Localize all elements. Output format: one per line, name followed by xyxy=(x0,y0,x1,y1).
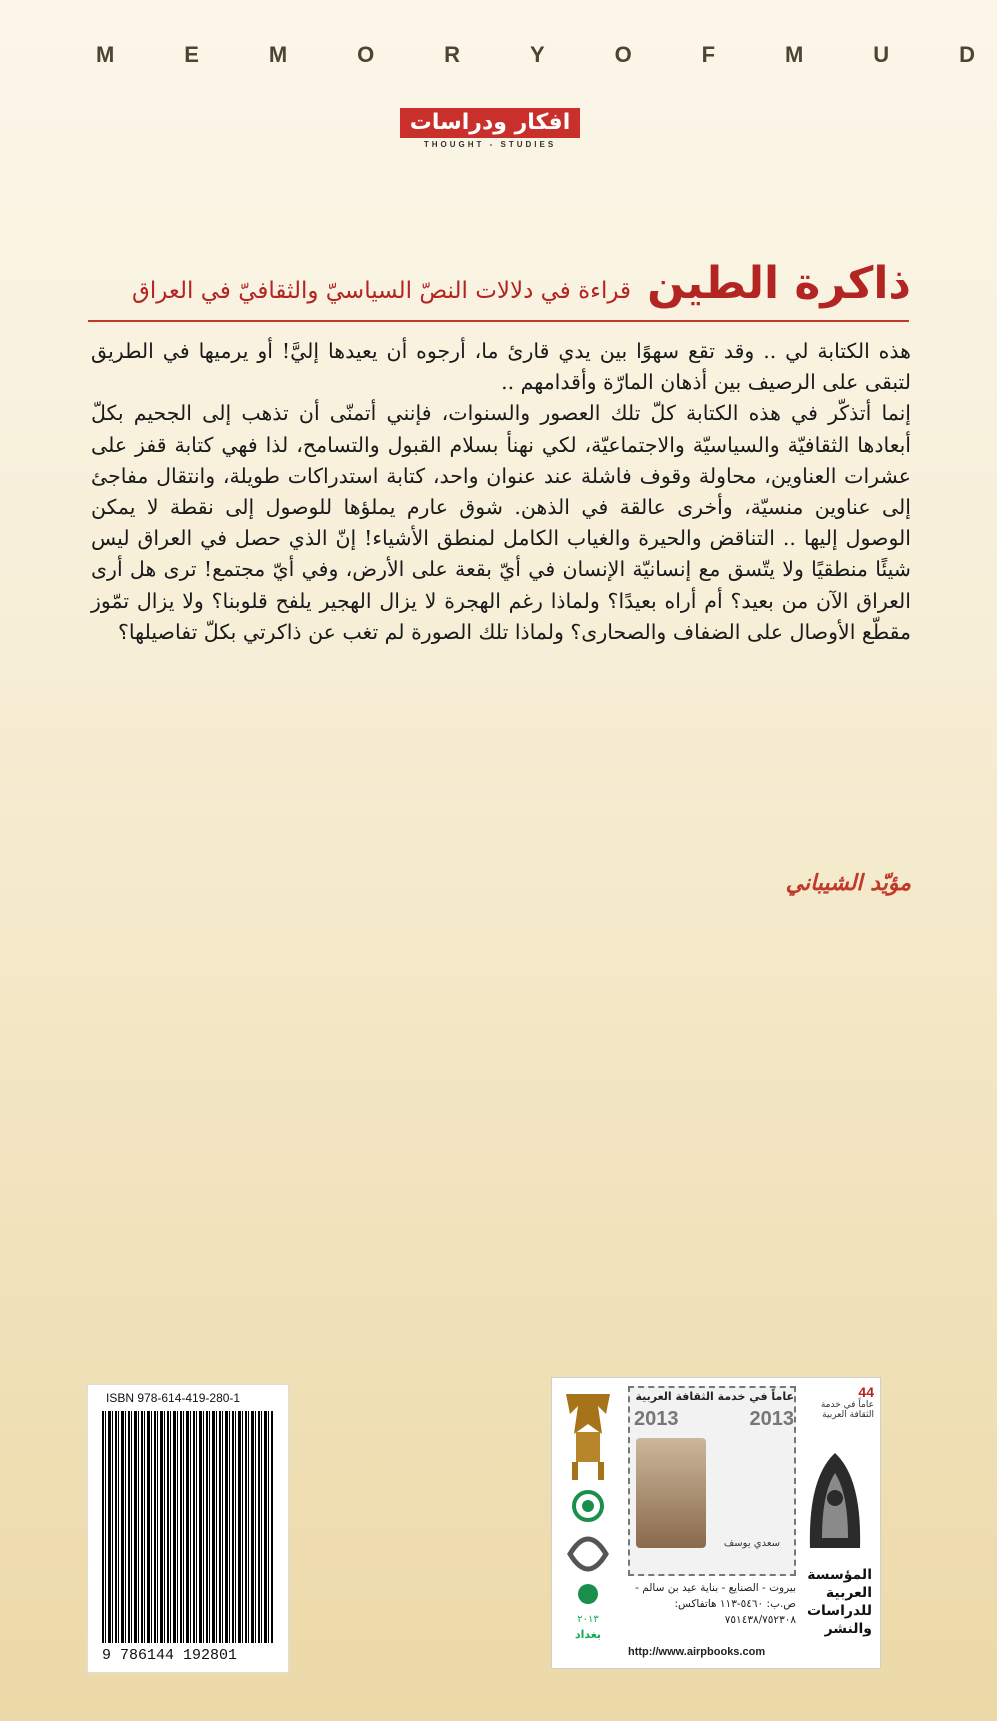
publisher-logo-icon xyxy=(800,1438,870,1558)
series-letter: F xyxy=(701,42,716,67)
barcode-digits: 9 786144 192801 xyxy=(102,1647,238,1664)
series-letter: O xyxy=(357,42,375,67)
stamp-year: 2013 xyxy=(749,1408,794,1430)
baghdad-year: ٢٠١٣ xyxy=(577,1614,599,1625)
publisher-panel xyxy=(551,1377,881,1669)
book-title: ذاكرة الطين xyxy=(647,258,911,309)
series-letter: Y xyxy=(529,42,545,67)
series-logo: افكار ودراسات xyxy=(400,108,580,138)
author-name: مؤيّد الشيباني xyxy=(785,870,911,896)
portrait-image xyxy=(636,1438,706,1548)
book-subtitle: قراءة في دلالات النصّ السياسيّ والثقافيّ في العراق xyxy=(131,278,632,304)
stamp-header: عاماً في خدمة الثقافة العربية xyxy=(635,1390,794,1403)
blurb-paragraph: إنما أتذكّر في هذه الكتابة كلّ تلك العصور والسنوات، فإنني أتمنّى أن تذهب إلى الجحيم بكلّ أبعادها الثقافيّة والسياسيّة والاجتماعيّة، لكي نهنأ بسلام القبول والتسامح، لذا فهي كتابة قفز على عشرات العناوين، محاولة وقوف فاشلة عند عنوان واحد، كتابة استدراكات طويلة، وانتقال مفاجئ إلى عناوين منسيّة، وأخرى عالقة في الذهن. شوق عارم يملؤها للوصول إلى نقطة لا يمكن الوصول إليها .. التناقض والحيرة والغياب الكامل لمنطق الأشياء! إنّ الذي حصل في العراق ليس شيئًا منطقيًا ولا يتّسق مع إنسانيّة الإنسان في أيّ بقعة على الأرض، وفي أيّ مجتمع! ترى هل أرى العراق الآن من بعيد؟ أم أراه بعيدًا؟ ولماذا رغم الهجرة لا يزال الهجير يلفح قلوبنا؟ ولا يزال تمّوز مقطّع الأوصال على الضفاف والصحارى؟ ولماذا تلك الصورة لم تغب عن ذاكرتي بكلّ تفاصيلها؟ xyxy=(91,401,911,644)
anniversary-badge xyxy=(794,1384,874,1420)
stamp-caption: سعدي يوسف xyxy=(723,1538,781,1549)
stamp-years xyxy=(634,1408,794,1431)
series-letter: E xyxy=(184,42,199,67)
postage-stamp xyxy=(628,1386,796,1576)
series-letter: U xyxy=(873,42,890,67)
anniversary-text: عاماً في خدمة الثقافة العربية xyxy=(820,1400,874,1420)
series-letter: R xyxy=(444,42,461,67)
series-logo-subtitle: THOUGHT - STUDIES xyxy=(423,140,557,149)
back-cover-blurb xyxy=(91,336,911,648)
barcode-icon xyxy=(102,1411,274,1643)
series-title-letters xyxy=(96,42,975,68)
stamp-year: 2013 xyxy=(634,1408,679,1430)
title-block xyxy=(71,258,911,309)
barcode-panel xyxy=(87,1384,289,1673)
series-letter: O xyxy=(614,42,632,67)
publisher-brand xyxy=(794,1378,876,1668)
anniversary-number: 44 xyxy=(858,1384,874,1400)
publisher-address: بيروت - الصنايع - بناية عيد بن سالم - ص.ب: ٥٤٦٠-١١٣ هاتفاكس: ٧٥١٤٣٨/٧٥٢٣٠٨ xyxy=(635,1582,796,1626)
series-letter: M xyxy=(785,42,804,67)
publisher-name: المؤسسة العربية للدراسات والنشر xyxy=(806,1567,872,1637)
series-letter: M xyxy=(268,42,288,67)
series-letter: M xyxy=(96,42,115,67)
title-divider xyxy=(88,320,909,322)
isbn-number: ISBN 978-614-419-280-1 xyxy=(106,1391,241,1405)
blurb-paragraph: هذه الكتابة لي .. وقد تقع سهوًا بين يدي قارئ ما، أرجوه أن يعيدها إليَّ! أو يرميها في الطريق لتبقى على الرصيف بين أذهان المارّة وأقدامهم .. xyxy=(91,339,911,395)
series-letter: D xyxy=(959,42,975,67)
publisher-website: http://www.airpbooks.com xyxy=(628,1646,766,1658)
baghdad-label: بغداد xyxy=(574,1628,602,1641)
